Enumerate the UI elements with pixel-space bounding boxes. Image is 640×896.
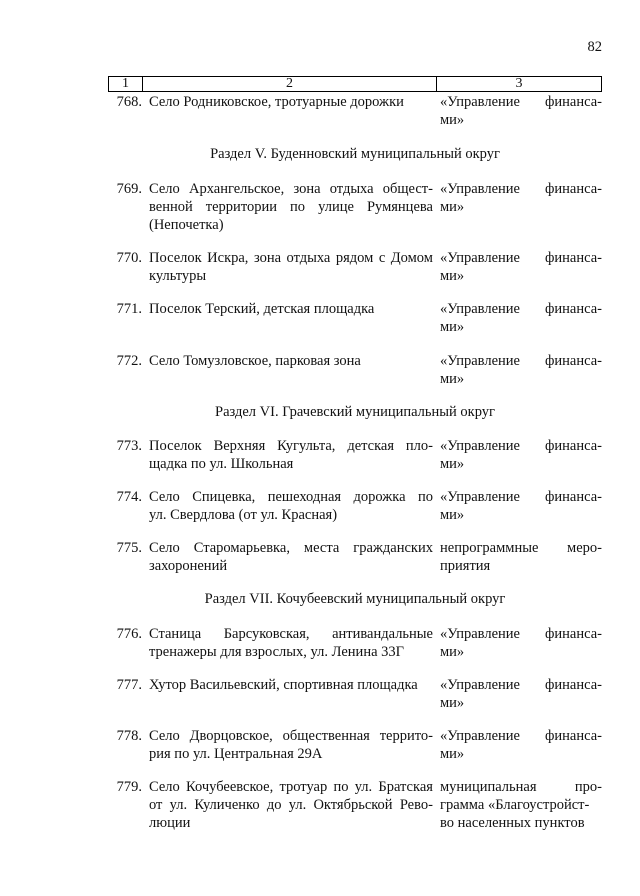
- row-number: 779.: [116, 779, 142, 795]
- word: рядом: [335, 250, 374, 266]
- word: Село: [149, 540, 180, 556]
- word: Архангельское,: [188, 181, 285, 197]
- word: Румянцева: [366, 199, 433, 215]
- row-description: Хутор Васильевский, спортивная площадка: [149, 677, 418, 693]
- row-description: Село Дворцовское, общественная террито- рия по ул. Центральная 29А: [149, 728, 433, 762]
- word: антивандальные: [332, 626, 433, 642]
- word: места: [303, 540, 340, 556]
- word: пло-: [405, 438, 433, 454]
- word: ул.: [354, 779, 373, 795]
- word: Село: [149, 779, 180, 795]
- word: Поселок: [149, 438, 202, 454]
- row-description: Поселок Верхняя Кугульта, детская пло- щадка по ул. Школьная: [149, 438, 433, 472]
- row-program: «Управление финанса- ми»: [440, 250, 602, 284]
- word: дорожка: [353, 489, 406, 505]
- word: общественная: [282, 728, 370, 744]
- row-number: 768.: [116, 94, 142, 110]
- page-number: 82: [587, 39, 602, 55]
- row-number: 771.: [116, 301, 142, 317]
- word: по: [290, 199, 306, 215]
- word: зона: [253, 250, 282, 266]
- word: Село: [149, 181, 180, 197]
- word: пешеходная: [267, 489, 342, 505]
- row-number: 774.: [116, 489, 142, 505]
- word: Станица: [149, 626, 202, 642]
- word: улице: [318, 199, 354, 215]
- word: Село: [149, 728, 180, 744]
- row-number: 773.: [116, 438, 142, 454]
- word: Кочубеевское,: [186, 779, 274, 795]
- section-heading: Раздел VII. Кочубеевский муниципальный округ: [204, 591, 506, 607]
- word: Кугульта,: [277, 438, 336, 454]
- word: общест-: [382, 181, 433, 197]
- word: Искра,: [207, 250, 249, 266]
- word: тротуар: [279, 779, 328, 795]
- row-program: «Управление финанса- ми»: [440, 301, 602, 335]
- word: Спицевка,: [192, 489, 256, 505]
- row-program: муниципальная про- грамма «Благоустройст- во населенных пунктов: [440, 779, 602, 831]
- row-program: «Управление финанса- ми»: [440, 626, 602, 660]
- row-number: 777.: [116, 677, 142, 693]
- word: Октябрьской: [313, 797, 393, 813]
- word: Барсуковская,: [223, 626, 310, 642]
- row-program: «Управление финанса- ми»: [440, 677, 602, 711]
- row-program: «Управление финанса- ми»: [440, 728, 602, 762]
- row-number: 776.: [116, 626, 142, 642]
- word: Братская: [378, 779, 433, 795]
- row-program: «Управление финанса- ми»: [440, 489, 602, 523]
- row-program: «Управление финанса- ми»: [440, 353, 602, 387]
- word: зона: [293, 181, 321, 197]
- word: Куличенко: [194, 797, 260, 813]
- row-description: Село Старомарьевка, места гражданских захоронений: [149, 540, 433, 574]
- word: Село: [149, 489, 180, 505]
- word: отдыха: [329, 181, 374, 197]
- word: Старомарьевка,: [193, 540, 290, 556]
- row-description: Село Томузловское, парковая зона: [149, 353, 361, 369]
- row-description: Село Архангельское, зона отдыха общест- венной территории по улице Румянцева (Непочетка): [149, 181, 433, 233]
- row-description: Поселок Искра, зона отдыха рядом с Домом культуры: [149, 250, 433, 284]
- word: с: [378, 250, 386, 266]
- word: детская: [347, 438, 395, 454]
- word: террито-: [379, 728, 433, 744]
- row-program: «Управление финанса- ми»: [440, 438, 602, 472]
- header-col-1: 1: [109, 77, 143, 91]
- section-heading: Раздел VI. Грачевский муниципальный округ: [215, 404, 495, 420]
- word: Рево-: [399, 797, 433, 813]
- section-heading: Раздел V. Буденновский муниципальный округ: [210, 146, 500, 162]
- row-program: непрограммные меро- приятия: [440, 540, 602, 574]
- word: Дворцовское,: [189, 728, 273, 744]
- word: по: [333, 779, 349, 795]
- header-col-2: 2: [143, 77, 437, 91]
- word: Поселок: [149, 250, 202, 266]
- word: отдыха: [286, 250, 331, 266]
- word: Верхняя: [213, 438, 266, 454]
- word: до: [266, 797, 282, 813]
- row-description: Село Спицевка, пешеходная дорожка по ул. Свердлова (от ул. Красная): [149, 489, 433, 523]
- row-description: Поселок Терский, детская площадка: [149, 301, 375, 317]
- row-number: 769.: [116, 181, 142, 197]
- header-col-3: 3: [515, 76, 523, 91]
- word: по: [417, 489, 433, 505]
- word: территории: [205, 199, 277, 215]
- word: ул.: [169, 797, 188, 813]
- word: Домом: [390, 250, 433, 266]
- row-number: 772.: [116, 353, 142, 369]
- row-program: «Управление финанса- ми»: [440, 181, 602, 215]
- row-description: Станица Барсуковская, антивандальные тренажеры для взрослых, ул. Ленина 33Г: [149, 626, 433, 660]
- row-description: Село Кочубеевское, тротуар по ул. Братская от ул. Куличенко до ул. Октябрьской Рево- люции: [149, 779, 433, 831]
- table-header: [108, 76, 602, 92]
- row-description: Село Родниковское, тротуарные дорожки: [149, 94, 404, 110]
- row-number: 770.: [116, 250, 142, 266]
- word: венной: [149, 199, 193, 215]
- word: от: [149, 797, 163, 813]
- row-number: 778.: [116, 728, 142, 744]
- row-program: «Управление финанса- ми»: [440, 94, 602, 128]
- word: ул.: [288, 797, 307, 813]
- word: гражданских: [353, 540, 433, 556]
- row-number: 775.: [116, 540, 142, 556]
